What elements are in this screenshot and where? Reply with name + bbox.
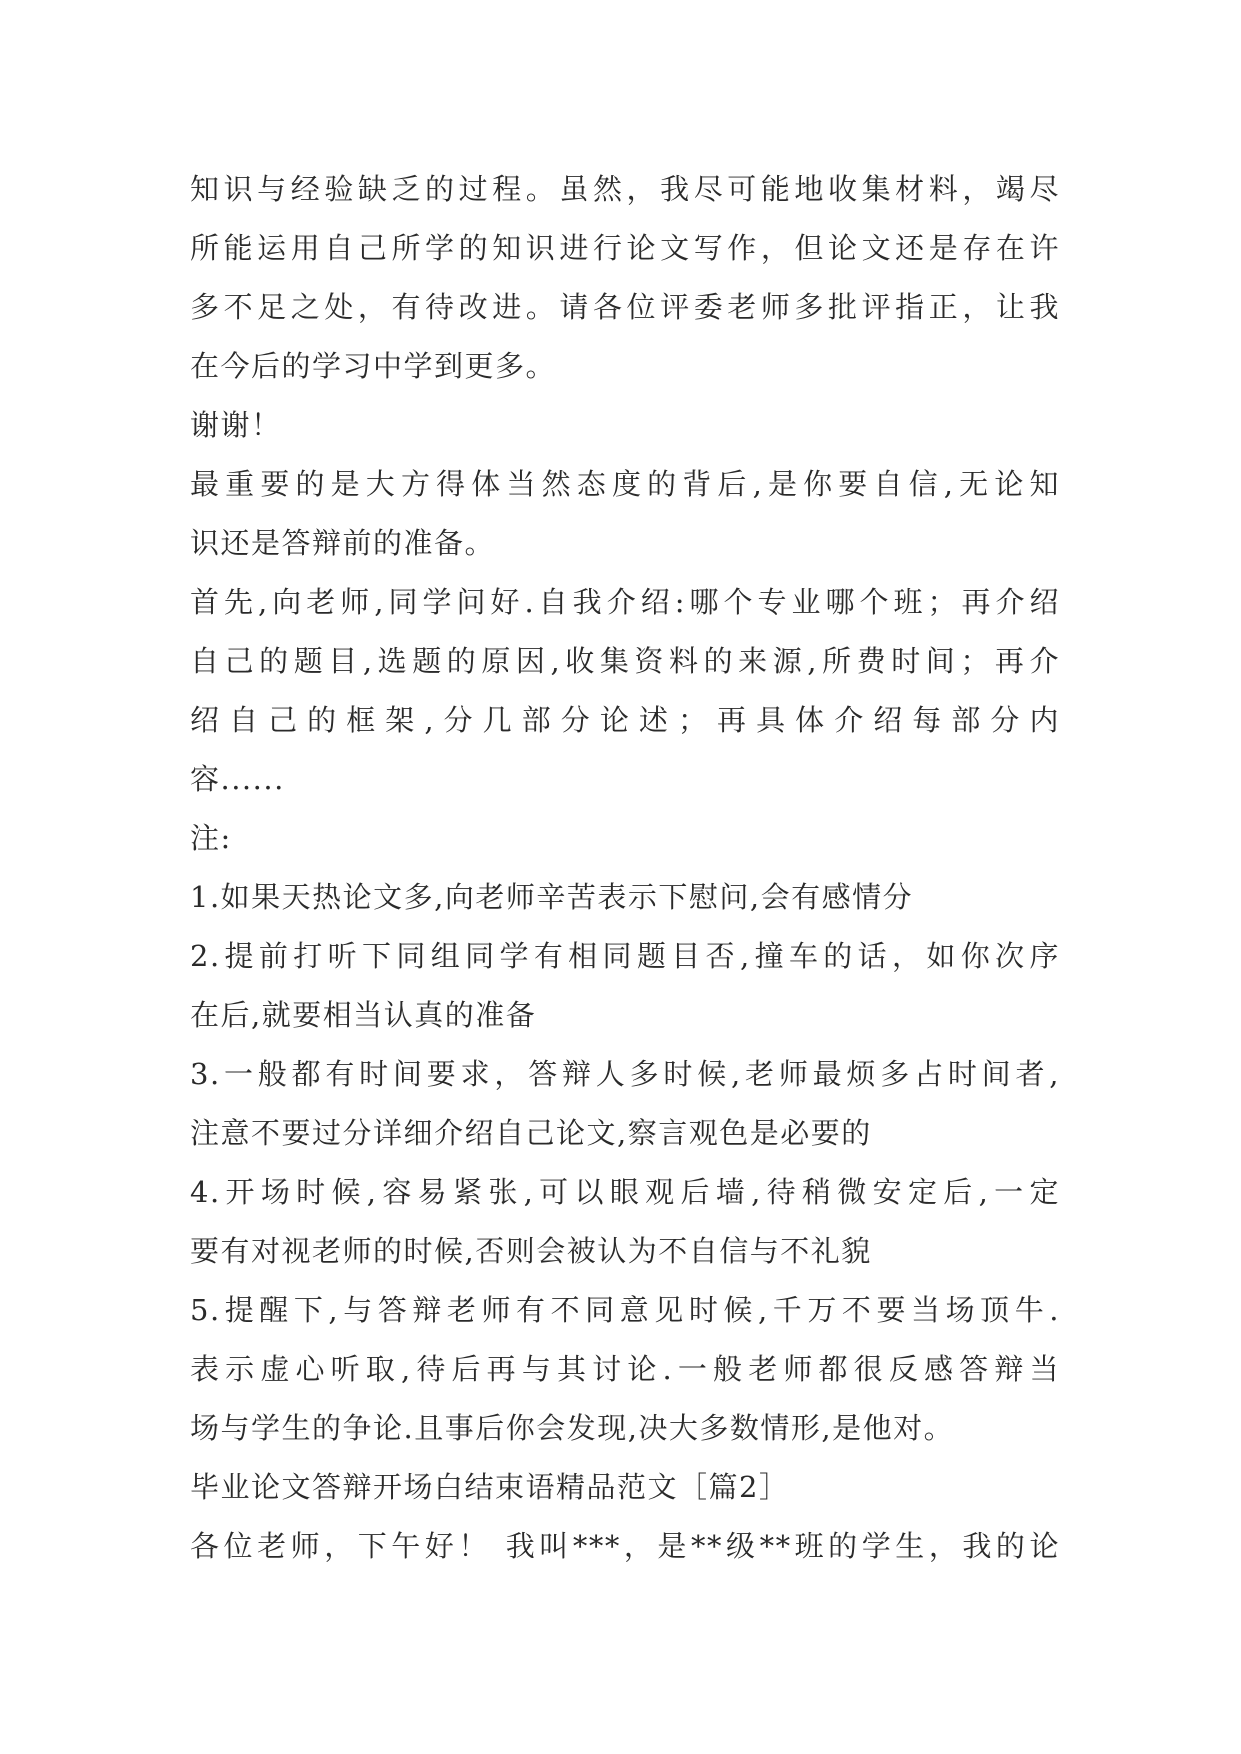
document-body — [190, 160, 1060, 1576]
paragraph-line: 知识与经验缺乏的过程。虽然，我尽可能地收集材料，竭尽 — [190, 172, 1060, 206]
paragraph-line: 首先,向老师,同学问好.自我介绍:哪个专业哪个班；再介绍 — [190, 585, 1060, 619]
note-item: 注意不要过分详细介绍自己论文,察言观色是必要的 — [190, 1116, 872, 1150]
paragraph-line: 谢谢！ — [190, 408, 282, 442]
note-item: 3.一般都有时间要求，答辩人多时候,老师最烦多占时间者, — [190, 1057, 1060, 1091]
note-item: 场与学生的争论.且事后你会发现,决大多数情形,是他对。 — [190, 1411, 955, 1445]
paragraph-line: 最重要的是大方得体当然态度的背后,是你要自信,无论知 — [190, 467, 1060, 501]
paragraph-line: 绍自己的框架,分几部分论述；再具体介绍每部分内 — [190, 703, 1060, 737]
note-item: 在后,就要相当认真的准备 — [190, 998, 537, 1032]
note-item: 1.如果天热论文多,向老师辛苦表示下慰问,会有感情分 — [190, 880, 914, 914]
note-item: 2.提前打听下同组同学有相同题目否,撞车的话，如你次序 — [190, 939, 1060, 973]
note-item: 表示虚心听取,待后再与其讨论.一般老师都很反感答辩当 — [190, 1352, 1060, 1386]
paragraph-line: 各位老师，下午好！ 我叫***，是**级**班的学生，我的论 — [190, 1529, 1060, 1563]
note-item: 要有对视老师的时候,否则会被认为不自信与不礼貌 — [190, 1234, 872, 1268]
paragraph-line: 所能运用自己所学的知识进行论文写作，但论文还是存在许 — [190, 231, 1060, 265]
paragraph-line: 容...... — [190, 762, 285, 796]
paragraph-line: 识还是答辩前的准备。 — [190, 526, 496, 560]
note-heading: 注: — [190, 821, 232, 855]
paragraph-line: 自己的题目,选题的原因,收集资料的来源,所费时间；再介 — [190, 644, 1060, 678]
paragraph-line: 在今后的学习中学到更多。 — [190, 349, 557, 383]
note-item: 4.开场时候,容易紧张,可以眼观后墙,待稍微安定后,一定 — [190, 1175, 1060, 1209]
section-heading: 毕业论文答辩开场白结束语精品范文［篇2］ — [190, 1470, 790, 1504]
note-item: 5.提醒下,与答辩老师有不同意见时候,千万不要当场顶牛. — [190, 1293, 1060, 1327]
paragraph-line: 多不足之处，有待改进。请各位评委老师多批评指正，让我 — [190, 290, 1060, 324]
